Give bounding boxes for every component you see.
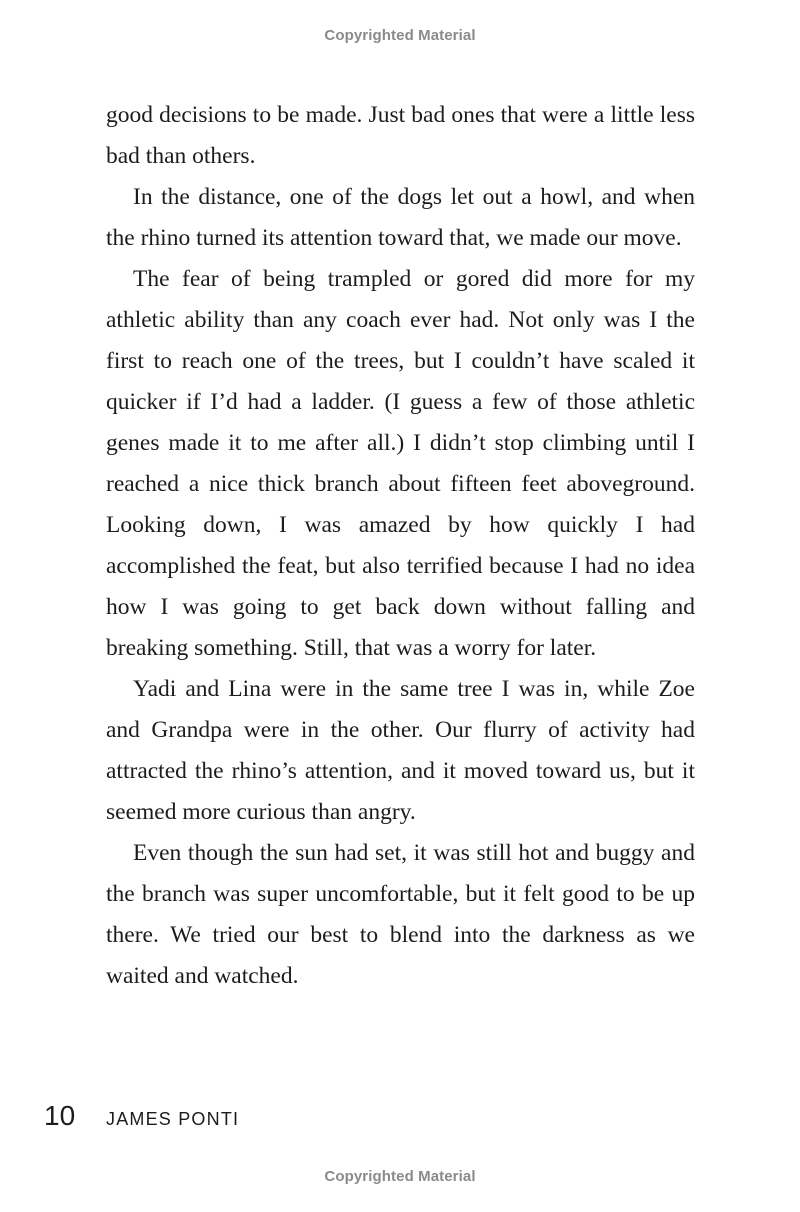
- body-text: [106, 95, 695, 997]
- copyright-watermark-top: Copyrighted Material: [324, 27, 476, 44]
- paragraph: Yadi and Lina were in the same tree I was in, while Zoe and Grandpa were in the other. Our flurry of activity had attracted the rhino’s attention, and it moved toward us, but it seemed more curious than angry.: [106, 676, 695, 825]
- paragraph: Even though the sun had set, it was still hot and buggy and the branch was super uncomfortable, but it felt good to be up there. We tried our best to blend into the darkness as we waited and watched.: [106, 840, 695, 989]
- paragraph: In the distance, one of the dogs let out a howl, and when the rhino turned its attention toward that, we made our move.: [106, 184, 695, 251]
- page-number: 10: [44, 1100, 76, 1131]
- copyright-watermark-bottom: Copyrighted Material: [324, 1168, 476, 1185]
- page-footer: [44, 1100, 239, 1140]
- paragraph: The fear of being trampled or gored did more for my athletic ability than any coach ever had. Not only was I the first to reach one of the trees, but I couldn’t have scaled it quicker if I’d had a ladder. (I guess a few of those athletic genes made it to me after all.) I didn’t stop climbing until I reached a nice thick branch about fifteen feet aboveground. Looking down, I was amazed by how quickly I had accomplished the feat, but also terrified because I had no idea how I was going to get back down without falling and breaking something. Still, that was a worry for later.: [106, 266, 695, 661]
- paragraph-continued: good decisions to be made. Just bad ones that were a little less bad than others.: [106, 102, 695, 169]
- running-author: JAMES PONTI: [106, 1109, 240, 1129]
